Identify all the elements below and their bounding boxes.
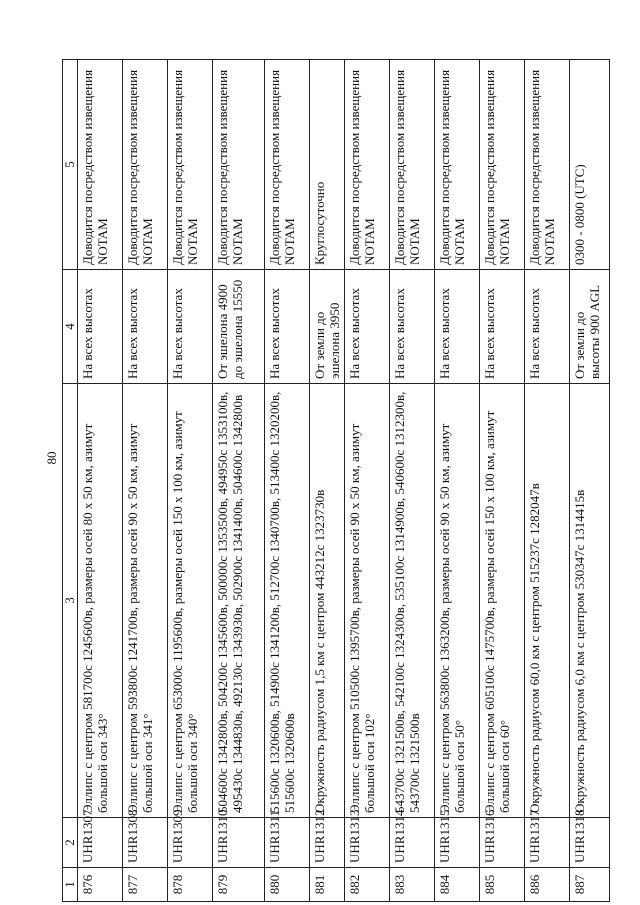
zone-code: UHR1315 [435, 818, 480, 868]
header-col-3: 3 [63, 384, 78, 818]
table-rotation [62, 60, 606, 902]
zone-code: UHR1307 [78, 818, 123, 868]
zone-code: UHR1314 [390, 818, 435, 868]
table-row [390, 60, 435, 902]
zone-schedule: Доводится посредством извещения NOTAM [168, 60, 213, 270]
row-number: 887 [570, 868, 610, 902]
zone-code: UHR1310 [213, 818, 265, 868]
table-row [525, 60, 570, 902]
page-number: 80 [44, 451, 59, 465]
restricted-areas-table [62, 59, 610, 902]
zone-altitude: На всех высотах [480, 270, 525, 384]
zone-area: Эллипс с центром 581700с 1245600в, размеры осей 80 х 50 км, азимут большой оси 343° [78, 384, 123, 818]
table-row [435, 60, 480, 902]
header-col-2: 2 [63, 818, 78, 868]
row-number: 876 [78, 868, 123, 902]
row-number: 883 [390, 868, 435, 902]
table-row [168, 60, 213, 902]
header-row [63, 60, 78, 902]
zone-code: UHR1317 [525, 818, 570, 868]
zone-code: UHR1318 [570, 818, 610, 868]
zone-altitude: На всех высотах [345, 270, 390, 384]
row-number: 878 [168, 868, 213, 902]
zone-code: UHR1316 [480, 818, 525, 868]
row-number: 879 [213, 868, 265, 902]
row-number: 877 [123, 868, 168, 902]
table-row [78, 60, 123, 902]
row-number: 885 [480, 868, 525, 902]
rotated-table-area [62, 60, 640, 895]
zone-code: UHR1312 [310, 818, 345, 868]
table-row [345, 60, 390, 902]
zone-schedule: Доводится посредством извещения NOTAM [480, 60, 525, 270]
table-row [480, 60, 525, 902]
zone-area: 543700с 1321500в, 542100с 1324300в, 535100с 1314900в, 540600с 1312300в, 543700с 1321500в [390, 384, 435, 818]
zone-altitude: На всех высотах [123, 270, 168, 384]
zone-area: 504600с 1342800в, 504200с 1345600в, 500000с 1353500в, 494950с 1353100в, 495430с 1344830в, 492130с 1343930в, 502900с 1341400в, 504600с 1342800в [213, 384, 265, 818]
zone-altitude: На всех высотах [390, 270, 435, 384]
row-number: 882 [345, 868, 390, 902]
table-row [570, 60, 610, 902]
zone-altitude: На всех высотах [78, 270, 123, 384]
zone-area: Эллипс с центром 563800с 1363200в, размеры осей 90 х 50 км, азимут большой оси 50° [435, 384, 480, 818]
zone-altitude: От земли до высоты 900 AGL [570, 270, 610, 384]
table-row [310, 60, 345, 902]
zone-altitude: От земли до эшелона 3950 [310, 270, 345, 384]
zone-area: Окружность радиусом 6,0 км с центром 530347с 1314415в [570, 384, 610, 818]
table-row [213, 60, 265, 902]
zone-area: 515600с 1320600в, 514900с 1341200в, 512700с 1340700в, 513400с 1320200в, 515600с 1320600в [265, 384, 310, 818]
zone-code: UHR1308 [123, 818, 168, 868]
zone-code: UHR1309 [168, 818, 213, 868]
zone-schedule: Доводится посредством извещения NOTAM [390, 60, 435, 270]
zone-altitude: На всех высотах [435, 270, 480, 384]
zone-altitude: От эшелона 4900 до эшелона 15550 [213, 270, 265, 384]
zone-schedule: Доводится посредством извещения NOTAM [213, 60, 265, 270]
zone-schedule: Круглосуточно [310, 60, 345, 270]
zone-altitude: На всех высотах [168, 270, 213, 384]
zone-altitude: На всех высотах [525, 270, 570, 384]
row-number: 886 [525, 868, 570, 902]
header-col-4: 4 [63, 270, 78, 384]
row-number: 881 [310, 868, 345, 902]
zone-area: Эллипс с центром 593800с 1241700в, размеры осей 90 х 50 км, азимут большой оси 341° [123, 384, 168, 818]
zone-schedule: Доводится посредством извещения NOTAM [345, 60, 390, 270]
header-col-1: 1 [63, 868, 78, 902]
table-row [265, 60, 310, 902]
header-col-5: 5 [63, 60, 78, 270]
zone-area: Эллипс с центром 605100с 1475700в, размеры осей 150 х 100 км, азимут большой оси 60° [480, 384, 525, 818]
zone-schedule: Доводится посредством извещения NOTAM [525, 60, 570, 270]
zone-code: UHR1311 [265, 818, 310, 868]
zone-code: UHR1313 [345, 818, 390, 868]
row-number: 884 [435, 868, 480, 902]
zone-schedule: Доводится посредством извещения NOTAM [123, 60, 168, 270]
zone-schedule: Доводится посредством извещения NOTAM [435, 60, 480, 270]
zone-area: Эллипс с центром 653000с 1195600в, размеры осей 150 х 100 км, азимут большой оси 340° [168, 384, 213, 818]
zone-schedule: 0300 - 0800 (UTC) [570, 60, 610, 270]
zone-altitude: На всех высотах [265, 270, 310, 384]
zone-schedule: Доводится посредством извещения NOTAM [265, 60, 310, 270]
row-number: 880 [265, 868, 310, 902]
zone-area: Окружность радиусом 1,5 км с центром 443212с 1323730в [310, 384, 345, 818]
zone-area: Эллипс с центром 510500с 1395700в, размеры осей 90 х 50 км, азимут большой оси 102° [345, 384, 390, 818]
table-row [123, 60, 168, 902]
zone-area: Окружность радиусом 60,0 км с центром 515237с 1282047в [525, 384, 570, 818]
zone-schedule: Доводится посредством извещения NOTAM [78, 60, 123, 270]
